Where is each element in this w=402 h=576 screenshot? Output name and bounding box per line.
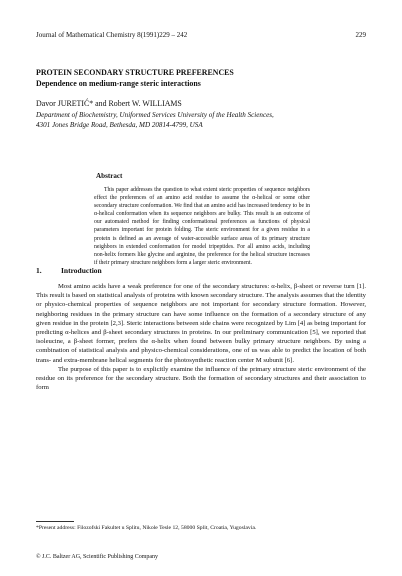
footnote: *Present address: Filozofski Fakultet u Splitu, Nikole Tesle 12, 58000 Split, Croatia, Yugoslavia. (36, 525, 257, 531)
body-paragraph-1: Most amino acids have a weak preference for one of the secondary structures: α-helix, β-sheet or reverse turn [1]. This result is based on statistical analysis of proteins with known secondary structure. The analysis assumes that the identity or physico-chemical properties of sequence neighbors are not important for secondary structure formation. However, neighboring residues in the primary structure can have some influence on the formation of a secondary structure of any given residue in the protein [2,3]. Steric interactions between side chains were recognized by Lim [4] as being important for predicting α-helices and β-sheet secondary structures in proteins. In our preliminary communication [5], we reported that isoleucine, a β-sheet former, prefers the α-helix when found between bulky primary structure neighbors. By using a combination of statistical analysis and physico-chemical considerations, one of us was able to predict the location of both trans- and extra-membrane helical segments for the photosynthetic reaction center M subunit [6]. (36, 283, 366, 364)
paper-subtitle: Dependence on medium-range steric interactions (36, 79, 201, 88)
section-number: 1. (36, 266, 42, 275)
footnote-rule (36, 521, 74, 522)
abstract-text: This paper addresses the question to what extent steric properties of sequence neighbors effect the preferences of an amino acid residue to assume the α-helical or some other secondary structure conformation. We find that an amino acid has increased tendency to be in α-helical conformation when its sequence neighbors are bulky. This result is an outcome of our automated method for finding conformational preferences as functions of physical parameters important for protein folding. The steric environment for a given residue in a protein is defined as an average of water-accessible surface areas of its primary structure neighbors in extended conformation for model tripeptides. For all amino acids, including non-helix formers like glycine and arginine, the preference for the helical structure increases if their primary structure neighbors form a larger steric environment. (94, 187, 310, 266)
paper-title: PROTEIN SECONDARY STRUCTURE PREFERENCES (36, 68, 234, 77)
page-number: 229 (355, 31, 366, 39)
author-list: Davor JURETIĆ* and Robert W. WILLIAMS (36, 99, 182, 108)
journal-citation: Journal of Mathematical Chemistry 8(1991)229 – 242 (36, 31, 188, 39)
section-heading (36, 266, 366, 275)
body-paragraph-2: The purpose of this paper is to explicitly examine the influence of the primary structure steric environment of the residue on its preference for the secondary structure. Both the formation of secondary structures and their association to form (36, 365, 366, 392)
section-title: Introduction (61, 266, 102, 275)
affiliation-line-1: Department of Biochemistry, Uniformed Services University of the Health Sciences, (36, 111, 274, 119)
abstract-heading: Abstract (96, 172, 123, 180)
running-header (36, 31, 366, 40)
copyright-line: © J.C. Baltzer AG, Scientific Publishing Company (36, 554, 159, 560)
affiliation-line-2: 4301 Jones Bridge Road, Bethesda, MD 20814-4799, USA (36, 121, 203, 130)
body-text (36, 282, 366, 392)
affiliation (36, 110, 366, 131)
